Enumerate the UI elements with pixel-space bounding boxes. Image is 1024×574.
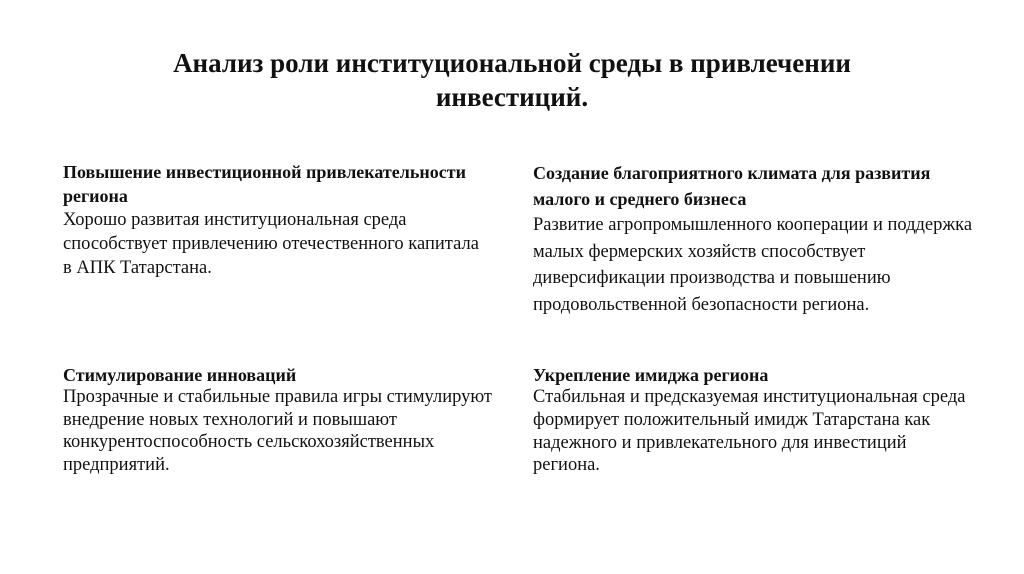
- block-body: Развитие агропромышленного кооперации и поддержка малых фермерских хозяйств способствует диверсификации производства и повышению продовольственной безопасности региона.: [533, 215, 973, 315]
- block-body: Прозрачные и стабильные правила игры стимулируют внедрение новых технологий и повышают конкурентоспособность сельскохозяйственных предприятий.: [63, 387, 493, 475]
- block-region-image: [533, 364, 973, 477]
- block-heading: Стимулирование инноваций: [63, 365, 297, 385]
- block-heading: Укрепление имиджа региона: [533, 365, 769, 385]
- block-body: Хорошо развитая институциональная среда способствует привлечению отечественного капитала в АПК Татарстана.: [63, 210, 479, 278]
- block-business-climate: [533, 160, 973, 318]
- slide-title: Анализ роли институциональной среды в привлечении инвестиций.: [173, 48, 851, 112]
- block-heading: Повышение инвестиционной привлекательности региона: [63, 162, 466, 206]
- block-heading: Создание благоприятного климата для развития малого и среднего бизнеса: [533, 163, 931, 209]
- block-investment-attractiveness: [63, 160, 483, 280]
- block-body: Стабильная и предсказуемая институциональная среда формирует положительный имидж Татарстана как надежного и привлекательного для инвестиций региона.: [533, 387, 966, 476]
- block-innovation: [63, 364, 493, 476]
